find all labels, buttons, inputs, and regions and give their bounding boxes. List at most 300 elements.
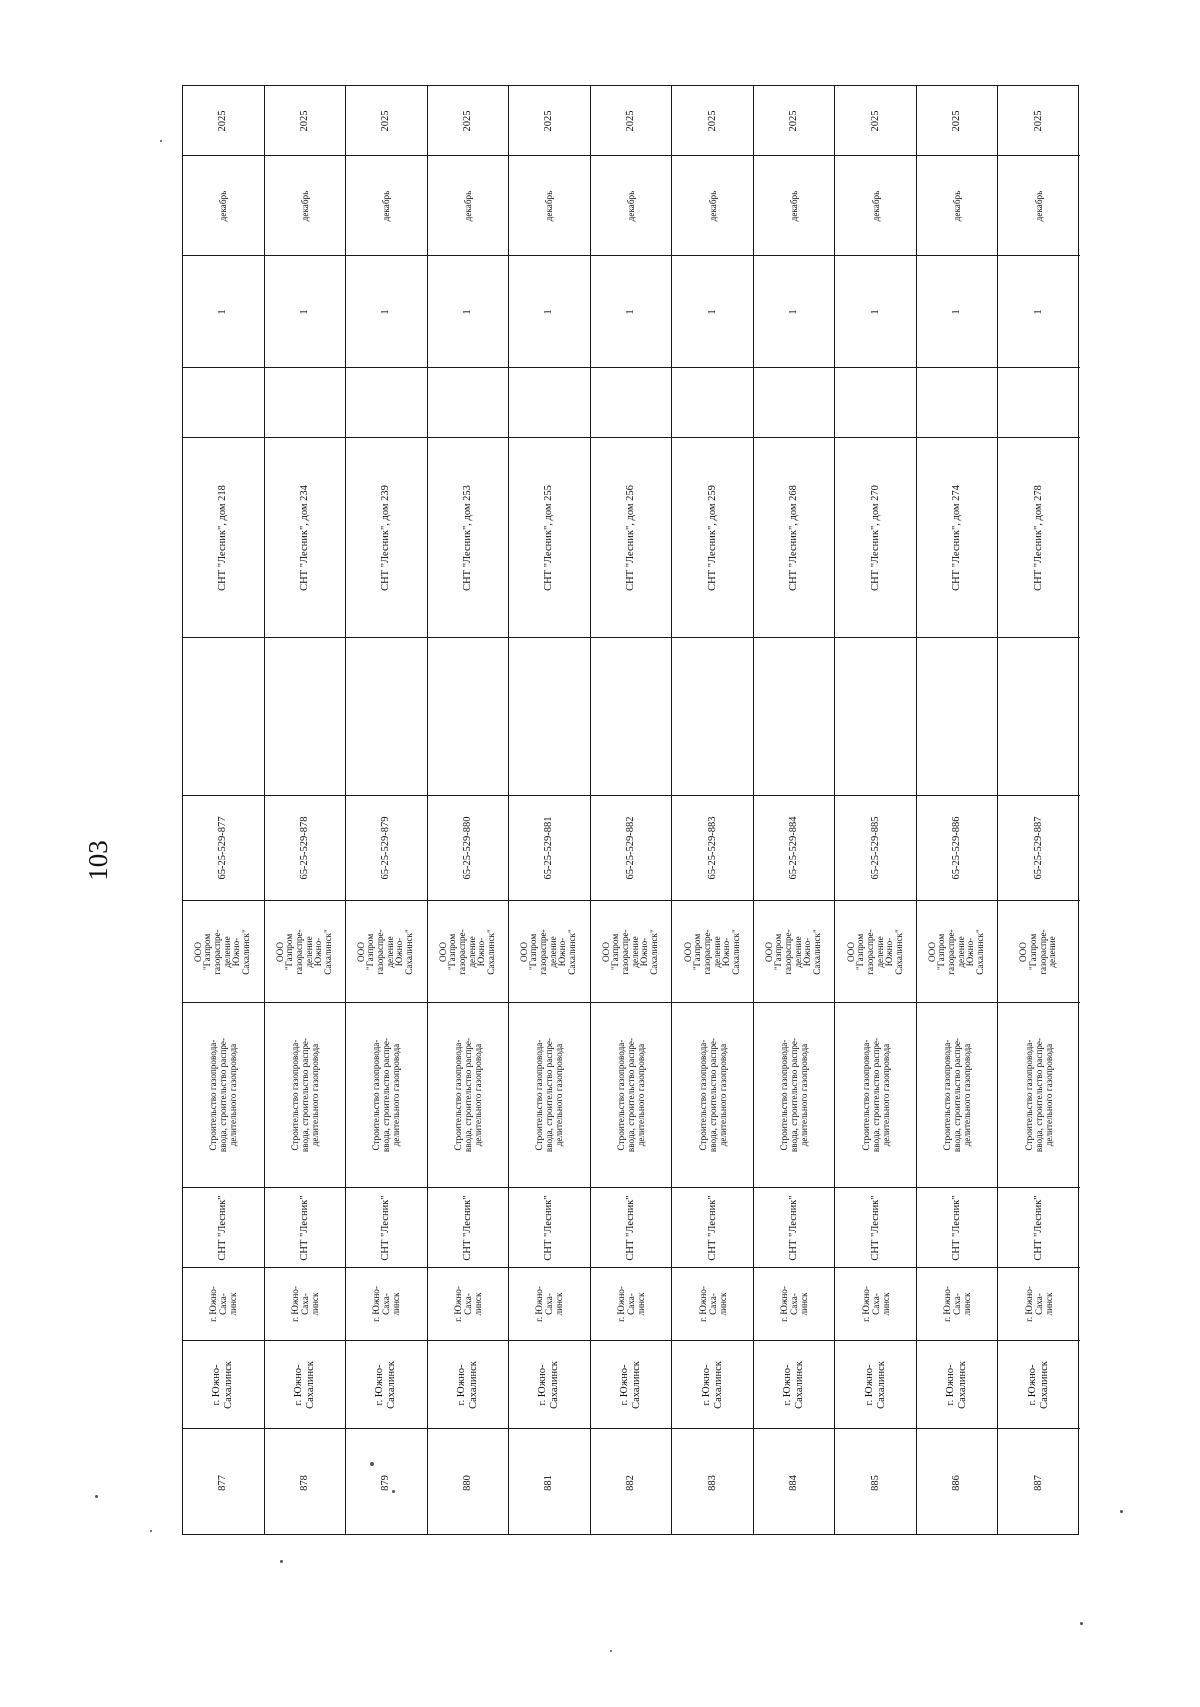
month-cell	[509, 156, 590, 256]
address-cell	[428, 438, 509, 638]
year-cell	[428, 86, 509, 156]
object-code-text: 65-25-529-884	[788, 816, 800, 880]
municipality-text: г. Южно-Сахалинск	[700, 1360, 724, 1409]
snt-text: СНТ "Лесник"	[869, 1194, 881, 1261]
row-number-text: 879	[380, 1474, 392, 1491]
municipality-text: г. Южно-Сахалинск	[618, 1360, 642, 1409]
works-line: делительного газопровода	[228, 1043, 239, 1147]
quantity-cell	[346, 256, 427, 368]
organization-line: Сахалинск"	[241, 928, 252, 975]
works-line: Строительство газопровода-	[289, 1039, 300, 1151]
snt-cell	[917, 1188, 998, 1268]
snt-cell	[835, 1188, 916, 1268]
municipality-text: г. Южно-Сахалинск	[782, 1360, 806, 1409]
registry-table	[182, 85, 1079, 1535]
works-cell	[265, 1003, 346, 1188]
object-code-cell	[672, 796, 753, 901]
works-text	[371, 1038, 401, 1152]
organization-line: Сахалинск"	[730, 928, 741, 975]
organization-line: деление	[874, 935, 885, 968]
empty-cell	[509, 368, 590, 438]
scan-speck	[95, 1495, 98, 1498]
organization-line: газораспре-	[620, 928, 631, 975]
locality-line: линск	[717, 1292, 728, 1316]
locality-line: Саха-	[218, 1293, 229, 1315]
organization-line: ООО	[764, 941, 775, 962]
snt-cell	[591, 1188, 672, 1268]
quantity-text: 1	[543, 308, 555, 315]
works-line: ввода, строительство распре-	[789, 1037, 800, 1153]
year-cell	[346, 86, 427, 156]
locality-line: Саха-	[462, 1293, 473, 1315]
table-row	[428, 86, 510, 1534]
snt-text: СНТ "Лесник"	[380, 1194, 392, 1261]
year-text: 2025	[706, 110, 718, 131]
locality-cell	[183, 1268, 264, 1341]
address-text: СНТ "Лесник", дом 274	[951, 484, 963, 591]
empty-cell	[998, 368, 1080, 438]
row-number-cell	[754, 1429, 835, 1536]
organization-line: ООО	[927, 941, 938, 962]
organization-line: ООО	[437, 941, 448, 962]
organization-line: "Газпром	[366, 933, 377, 970]
empty-cell-2	[428, 638, 509, 796]
works-text	[453, 1038, 483, 1152]
empty-cell	[265, 368, 346, 438]
locality-cell	[591, 1268, 672, 1341]
object-code-cell	[917, 796, 998, 901]
snt-cell	[265, 1188, 346, 1268]
works-line: делительного газопровода	[636, 1043, 647, 1147]
municipality-text: г. Южно-Сахалинск	[537, 1360, 561, 1409]
works-line: делительного газопровода	[962, 1043, 973, 1147]
works-cell	[754, 1003, 835, 1188]
quantity-text: 1	[706, 308, 718, 315]
organization-cell	[428, 901, 509, 1003]
quantity-cell	[265, 256, 346, 368]
organization-line: Сахалинск"	[567, 928, 578, 975]
address-text: СНТ "Лесник", дом 278	[1033, 484, 1045, 591]
municipality-text: г. Южно-Сахалинск	[292, 1360, 316, 1409]
empty-cell	[672, 368, 753, 438]
table-row	[265, 86, 347, 1534]
month-text: декабрь	[462, 190, 473, 221]
quantity-text: 1	[869, 308, 881, 315]
table-row	[346, 86, 428, 1534]
snt-cell	[346, 1188, 427, 1268]
month-text: декабрь	[625, 190, 636, 221]
municipality-cell	[428, 1341, 509, 1429]
table-row	[754, 86, 836, 1534]
organization-cell	[835, 901, 916, 1003]
object-code-text: 65-25-529-882	[624, 816, 636, 880]
organization-cell	[183, 901, 264, 1003]
row-number-cell	[672, 1429, 753, 1536]
object-code-cell	[591, 796, 672, 901]
works-text	[1024, 1038, 1054, 1152]
locality-text	[616, 1286, 646, 1322]
row-number-text: 881	[543, 1474, 555, 1491]
locality-cell	[917, 1268, 998, 1341]
organization-cell	[509, 901, 590, 1003]
year-text: 2025	[788, 110, 800, 131]
works-cell	[346, 1003, 427, 1188]
month-cell	[428, 156, 509, 256]
locality-cell	[672, 1268, 753, 1341]
locality-line: Саха-	[544, 1293, 555, 1315]
works-line: ввода, строительство распре-	[381, 1037, 392, 1153]
year-cell	[672, 86, 753, 156]
organization-line: деление	[466, 935, 477, 968]
address-cell	[672, 438, 753, 638]
empty-cell	[835, 368, 916, 438]
object-code-cell	[835, 796, 916, 901]
organization-cell	[917, 901, 998, 1003]
works-line: ввода, строительство распре-	[462, 1037, 473, 1153]
locality-line: линск	[636, 1292, 647, 1316]
municipality-text: г. Южно-Сахалинск	[945, 1360, 969, 1409]
works-line: ввода, строительство распре-	[544, 1037, 555, 1153]
locality-line: г. Южно-	[208, 1286, 219, 1322]
year-text: 2025	[380, 110, 392, 131]
organization-text	[765, 929, 823, 975]
works-text	[779, 1038, 809, 1152]
organization-line: Сахалинск"	[404, 928, 415, 975]
quantity-cell	[509, 256, 590, 368]
organization-line: газораспре-	[212, 928, 223, 975]
address-cell	[183, 438, 264, 638]
locality-line: г. Южно-	[942, 1286, 952, 1322]
snt-cell	[509, 1188, 590, 1268]
row-number-cell	[428, 1429, 509, 1536]
locality-line: Саха-	[1034, 1293, 1045, 1315]
locality-cell	[346, 1268, 427, 1341]
row-number-text: 877	[217, 1474, 229, 1491]
address-cell	[917, 438, 998, 638]
empty-cell-2	[346, 638, 427, 796]
works-line: ввода, строительство распре-	[870, 1037, 881, 1153]
municipality-text: г. Южно-Сахалинск	[863, 1360, 887, 1409]
organization-cell	[591, 901, 672, 1003]
snt-text: СНТ "Лесник"	[217, 1194, 229, 1261]
organization-line: Сахалинск"	[486, 928, 497, 975]
organization-line: Южно-	[802, 937, 813, 966]
month-cell	[183, 156, 264, 256]
works-cell	[591, 1003, 672, 1188]
row-number-cell	[509, 1429, 590, 1536]
month-cell	[754, 156, 835, 256]
month-text: декабрь	[299, 190, 310, 221]
locality-line: г. Южно-	[615, 1286, 626, 1322]
locality-line: г. Южно-	[534, 1286, 545, 1322]
locality-text	[371, 1286, 401, 1322]
snt-text: СНТ "Лесник"	[461, 1194, 473, 1261]
works-line: ввода, строительство распре-	[218, 1037, 229, 1153]
organization-line: Сахалинск"	[893, 928, 904, 975]
organization-line: ООО	[274, 941, 285, 962]
municipality-text: г. Южно-Сахалинск	[211, 1360, 235, 1409]
works-line: Строительство газопровода-	[534, 1039, 545, 1151]
organization-line: Сахалинск"	[812, 928, 823, 975]
municipality-text: г. Южно-Сахалинск	[455, 1360, 479, 1409]
organization-line: Южно-	[721, 937, 732, 966]
municipality-cell	[591, 1341, 672, 1429]
empty-cell	[591, 368, 672, 438]
year-text: 2025	[543, 110, 555, 131]
row-number-text: 887	[1033, 1474, 1045, 1491]
locality-line: линск	[962, 1292, 973, 1316]
year-cell	[754, 86, 835, 156]
locality-line: Саха-	[952, 1293, 963, 1315]
quantity-cell	[835, 256, 916, 368]
year-text: 2025	[298, 110, 310, 131]
works-line: Строительство газопровода-	[942, 1039, 952, 1151]
locality-line: линск	[799, 1292, 810, 1316]
table-row	[509, 86, 591, 1534]
quantity-text: 1	[951, 308, 963, 315]
organization-line: газораспре-	[946, 928, 957, 975]
locality-text	[860, 1286, 890, 1322]
row-number-text: 880	[461, 1474, 473, 1491]
address-cell	[265, 438, 346, 638]
locality-line: г. Южно-	[697, 1286, 708, 1322]
locality-text	[290, 1286, 320, 1322]
organization-line: деление	[548, 935, 559, 968]
locality-line: линск	[228, 1292, 239, 1316]
municipality-cell	[509, 1341, 590, 1429]
row-number-text: 883	[706, 1474, 718, 1491]
organization-line: ООО	[519, 941, 530, 962]
month-text: декабрь	[952, 190, 963, 221]
month-text: декабрь	[870, 190, 881, 221]
municipality-cell	[183, 1341, 264, 1429]
scan-speck	[392, 1490, 395, 1493]
organization-cell	[346, 901, 427, 1003]
quantity-cell	[591, 256, 672, 368]
year-cell	[998, 86, 1080, 156]
row-number-text: 886	[951, 1474, 963, 1491]
address-cell	[835, 438, 916, 638]
month-text: декабрь	[789, 190, 800, 221]
organization-line: ООО	[356, 941, 367, 962]
locality-line: линск	[554, 1292, 565, 1316]
works-text	[534, 1038, 564, 1152]
quantity-cell	[672, 256, 753, 368]
organization-line: Сахалинск"	[975, 928, 986, 975]
scan-speck	[280, 1560, 283, 1563]
quantity-text: 1	[461, 308, 473, 315]
row-number-cell	[183, 1429, 264, 1536]
works-line: делительного газопровода	[472, 1043, 483, 1147]
works-text	[208, 1038, 238, 1152]
works-line: ввода, строительство распре-	[299, 1037, 310, 1153]
quantity-text: 1	[788, 308, 800, 315]
works-line: Строительство газопровода-	[208, 1039, 219, 1151]
works-line: ввода, строительство распре-	[1034, 1037, 1045, 1153]
snt-text: СНТ "Лесник"	[298, 1194, 310, 1261]
year-cell	[265, 86, 346, 156]
locality-line: Саха-	[789, 1293, 800, 1315]
year-text: 2025	[869, 110, 881, 131]
row-number-cell	[835, 1429, 916, 1536]
month-cell	[265, 156, 346, 256]
works-line: делительного газопровода	[309, 1043, 320, 1147]
object-code-text: 65-25-529-887	[1033, 816, 1045, 880]
organization-text	[602, 929, 660, 975]
locality-text	[1024, 1286, 1054, 1322]
year-cell	[183, 86, 264, 156]
organization-text	[276, 929, 334, 975]
works-line: делительного газопровода	[717, 1043, 728, 1147]
scan-speck	[160, 140, 162, 142]
organization-line: деление	[956, 935, 967, 968]
quantity-cell	[183, 256, 264, 368]
month-cell	[917, 156, 998, 256]
locality-line: линск	[472, 1292, 483, 1316]
organization-line: газораспре-	[1038, 928, 1049, 975]
year-cell	[591, 86, 672, 156]
month-text: декабрь	[544, 190, 555, 221]
quantity-cell	[754, 256, 835, 368]
empty-cell-2	[917, 638, 998, 796]
row-number-text: 885	[869, 1474, 881, 1491]
organization-line: Южно-	[965, 937, 976, 966]
scan-speck	[370, 1462, 374, 1466]
quantity-text: 1	[624, 308, 636, 315]
address-text: СНТ "Лесник", дом 218	[217, 484, 229, 591]
locality-line: линск	[1044, 1292, 1055, 1316]
address-cell	[754, 438, 835, 638]
municipality-text: г. Южно-Сахалинск	[374, 1360, 398, 1409]
organization-line: Южно-	[558, 937, 569, 966]
works-text	[942, 1038, 972, 1152]
table-row	[998, 86, 1080, 1534]
works-line: Строительство газопровода-	[615, 1039, 626, 1151]
works-line: делительного газопровода	[554, 1043, 565, 1147]
works-cell	[183, 1003, 264, 1188]
works-cell	[428, 1003, 509, 1188]
object-code-text: 65-25-529-881	[543, 816, 555, 880]
address-text: СНТ "Лесник", дом 253	[461, 484, 473, 591]
municipality-text: г. Южно-Сахалинск	[1027, 1360, 1051, 1409]
organization-line: Южно-	[231, 937, 242, 966]
works-line: ввода, строительство распре-	[707, 1037, 718, 1153]
year-text: 2025	[951, 110, 963, 131]
works-line: Строительство газопровода-	[778, 1039, 789, 1151]
locality-line: Саха-	[381, 1293, 392, 1315]
locality-line: Саха-	[625, 1293, 636, 1315]
object-code-cell	[998, 796, 1080, 901]
quantity-text: 1	[217, 308, 229, 315]
empty-cell-2	[183, 638, 264, 796]
organization-text	[439, 929, 497, 975]
row-number-cell	[998, 1429, 1080, 1536]
works-line: ввода, строительство распре-	[952, 1037, 963, 1153]
organization-line: деление	[303, 935, 314, 968]
organization-line: "Газпром	[610, 933, 621, 970]
organization-line: газораспре-	[701, 928, 712, 975]
snt-text: СНТ "Лесник"	[951, 1194, 963, 1261]
address-text: СНТ "Лесник", дом 234	[298, 484, 310, 591]
empty-cell	[754, 368, 835, 438]
year-text: 2025	[217, 110, 229, 131]
locality-text	[208, 1286, 238, 1322]
snt-text: СНТ "Лесник"	[788, 1194, 800, 1261]
snt-text: СНТ "Лесник"	[706, 1194, 718, 1261]
locality-line: Саха-	[299, 1293, 310, 1315]
table-row	[835, 86, 917, 1534]
organization-line: ООО	[193, 941, 204, 962]
organization-line: газораспре-	[538, 928, 549, 975]
quantity-cell	[917, 256, 998, 368]
organization-line: Сахалинск"	[323, 928, 334, 975]
works-line: делительного газопровода	[391, 1043, 402, 1147]
municipality-cell	[346, 1341, 427, 1429]
locality-line: линск	[391, 1292, 402, 1316]
organization-line: "Газпром	[855, 933, 866, 970]
organization-line: "Газпром	[692, 933, 703, 970]
empty-cell-2	[509, 638, 590, 796]
row-number-cell	[591, 1429, 672, 1536]
month-text: декабрь	[707, 190, 718, 221]
organization-line: деление	[793, 935, 804, 968]
municipality-cell	[917, 1341, 998, 1429]
object-code-text: 65-25-529-878	[298, 816, 310, 880]
empty-cell	[183, 368, 264, 438]
organization-line: газораспре-	[375, 928, 386, 975]
snt-text: СНТ "Лесник"	[543, 1194, 555, 1261]
municipality-cell	[754, 1341, 835, 1429]
organization-line: деление	[629, 935, 640, 968]
locality-line: г. Южно-	[452, 1286, 463, 1322]
organization-text	[194, 929, 252, 975]
organization-line: деление	[711, 935, 722, 968]
works-line: Строительство газопровода-	[371, 1039, 382, 1151]
object-code-cell	[183, 796, 264, 901]
table-row	[672, 86, 754, 1534]
works-line: делительного газопровода	[799, 1043, 810, 1147]
scan-speck	[1120, 1510, 1123, 1513]
locality-text	[942, 1286, 972, 1322]
empty-cell	[917, 368, 998, 438]
row-number-cell	[265, 1429, 346, 1536]
empty-cell	[428, 368, 509, 438]
locality-text	[453, 1286, 483, 1322]
month-text: декабрь	[1034, 190, 1045, 221]
locality-line: г. Южно-	[1024, 1286, 1035, 1322]
object-code-cell	[509, 796, 590, 901]
locality-text	[697, 1286, 727, 1322]
organization-cell	[998, 901, 1080, 1003]
organization-line: деление	[385, 935, 396, 968]
year-text: 2025	[1033, 110, 1045, 131]
locality-line: линск	[880, 1292, 891, 1316]
municipality-cell	[672, 1341, 753, 1429]
scan-speck	[610, 1650, 612, 1652]
organization-line: ООО	[1018, 941, 1029, 962]
organization-cell	[672, 901, 753, 1003]
locality-line: Саха-	[870, 1293, 881, 1315]
page-number-text: 103	[82, 839, 113, 881]
object-code-text: 65-25-529-880	[461, 816, 473, 880]
locality-cell	[835, 1268, 916, 1341]
year-cell	[835, 86, 916, 156]
quantity-text: 1	[298, 308, 310, 315]
year-cell	[509, 86, 590, 156]
works-text	[860, 1038, 890, 1152]
locality-cell	[265, 1268, 346, 1341]
empty-cell	[346, 368, 427, 438]
